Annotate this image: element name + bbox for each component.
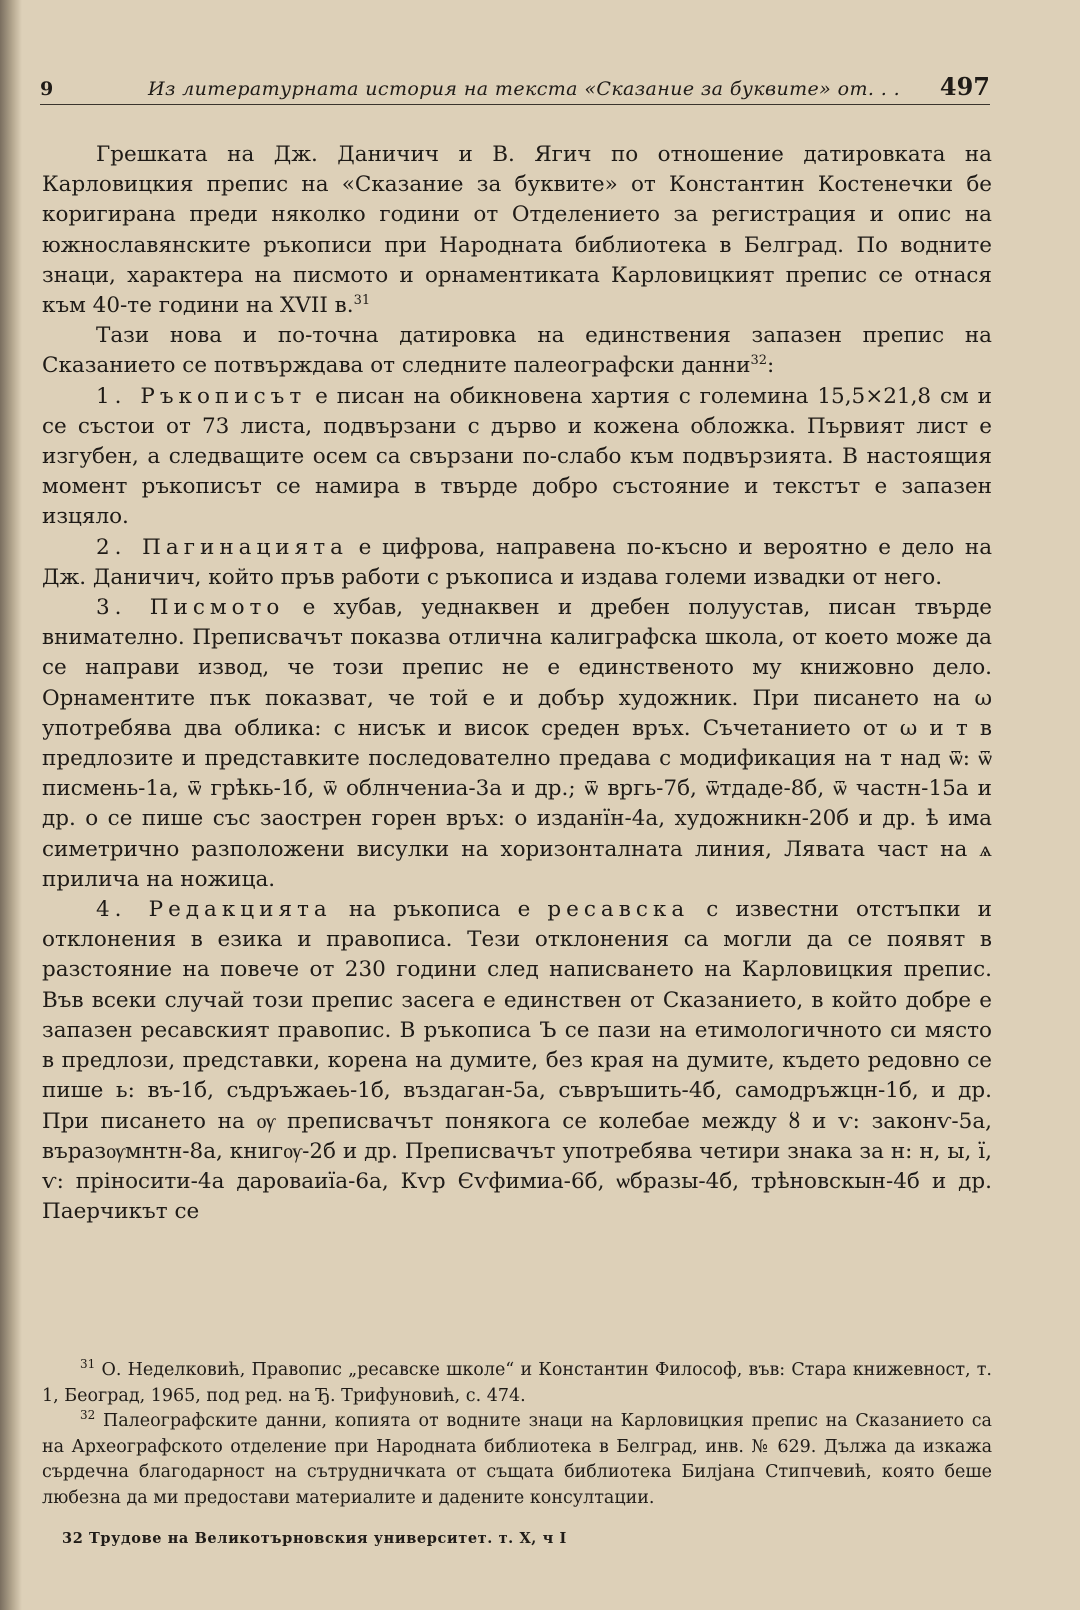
page-spine-shadow xyxy=(0,0,22,1610)
paragraph-6-mid: на ръкописа е xyxy=(331,897,548,923)
footnote-mark: 32 xyxy=(80,1408,96,1423)
paragraph-3-text: е писан на обикновена хартия с големина 15,5×21,8 см и се състои от 73 листа, подвързани с дърво и кожена обложка. Първият лист е изгубен, а следващите осем са свързани по-слабо към подвързията. В настоящия момент ръкописът се намира в твърде добро състояние и текстът е запазен изцяло. xyxy=(42,383,992,530)
paragraph-1 xyxy=(42,140,992,321)
header-rule xyxy=(40,104,990,105)
paragraph-2-colon: : xyxy=(767,353,775,379)
footnote-mark: 31 xyxy=(80,1357,96,1372)
paragraph-1-text: Грешката на Дж. Даничич и В. Ягич по отношение датировката на Карловицкия препис на «Сказание за буквите» от Константин Костенечки бе коригирана преди няколко години от Отделението за регистрация и опис на южнославянските ръкописи при Народната библиотека в Белград. По водните знаци, характера на писмото и орнаментиката Карловицкият препис се отнася към 40-те години на XVII в. xyxy=(42,142,992,319)
page-number-left: 9 xyxy=(40,78,54,100)
running-header xyxy=(40,72,990,106)
paragraph-6-text: с известни отстъпки и отклонения в езика и правописа. Тези отклонения са могли да се появят в разстояние на повече от 230 години след написването на Карловицкия препис. Във всеки случай този препис засега е единствен от Сказанието, в който добре е запазен ресавският правопис. В ръкописа Ъ се пази на етимологичното си място в предлози, представки, корена на думите, без края на думите, където редовно се пише ь: въ-1б, съдръжаеь-1б, въздаган-5а, съвръшить-4б, самодръжцн-1б, и др. При писането на ѹ преписвачът понякога се колебае между ȣ и ѵ: законѵ-5а, въразѹмнтн-8а, книгѹ-2б и др. Преписвачът употребява четири знака за н: н, ы, ї, ѵ: пріносити-4а дароваиїа-6а, Кѵр Єѵфимиа-6б, ѡбразы-4б, трѣновскын-4б и др. Паерчикът се xyxy=(42,897,992,1225)
item-2-label: 2. Пагинацията xyxy=(96,534,348,560)
paragraph-2-text: Тази нова и по-точна датировка на единствения запазен препис на Сказанието се потвърждава от следните палеографски данни xyxy=(42,323,992,379)
footnote-31 xyxy=(42,1358,992,1409)
main-text xyxy=(42,140,992,1227)
printer-signature: 32 Трудове на Великотърновския университет. т. X, ч I xyxy=(62,1530,567,1547)
item-1-label: 1. Ръкописът xyxy=(96,383,307,409)
paragraph-3 xyxy=(42,382,992,533)
paragraph-2 xyxy=(42,321,992,381)
paragraph-5-text: е хубав, уеднаквен и дребен полуустав, писан твърде внимателно. Преписвачът показва отлична калиграфска школа, от което може да се направи извод, че този препис не е единственото му книжовно дело. Орнаментите пък показват, че той е и добър художник. При писането на ω употребява два облика: с нисък и висок среден връх. Съчетанието от ω и т в предлозите и представките последователно предава с модификация на т над ѿ: ѿ писмень-1а, ѿ грѣкь-1б, ѿ облнчениа-3а и др.; ѿ вргь-7б, ѿтдаде-8б, ѿ частн-15а и др. о се пише със заострен горен връх: о изданїн-4а, художникн-20б и др. ѣ има симетрично разположени висулки на хоризонталната линия, Лявата част на ѧ прилича на ножица. xyxy=(42,595,992,892)
page-number-right: 497 xyxy=(939,72,990,101)
paragraph-4 xyxy=(42,533,992,593)
paragraph-4-text: е цифрова, направена по-късно и вероятно е дело на Дж. Даничич, който пръв работи с ръкописа и издава големи извадки от него. xyxy=(42,534,993,590)
running-title: Из литературната история на текста «Сказание за буквите» от. . . xyxy=(148,78,901,100)
item-3-label: 3. Писмото xyxy=(96,595,285,621)
paragraph-5 xyxy=(42,593,992,895)
footnote-ref-31: 31 xyxy=(353,292,371,308)
footnotes xyxy=(42,1358,992,1512)
footnote-ref-32: 32 xyxy=(750,353,768,369)
footnote-text: Палеографските данни, копията от водните знаци на Карловицкия препис на Сказанието са на Археографското отделение при Народната библиотека в Белград, инв. № 629. Дължа да изкажа сърдечна благодарност на сътрудничката от същата библиотека Билјана Стипчевић, която беше любезна да ми предостави материалите и дадените консултации. xyxy=(42,1411,992,1508)
paragraph-6 xyxy=(42,895,992,1227)
footnote-32 xyxy=(42,1409,992,1511)
footnote-text: О. Неделковић, Правопис „ресавске школе“ и Константин Философ, във: Стара книжевност, т. 1, Београд, 1965, под ред. на Ђ. Трифуновић, с. 474. xyxy=(42,1360,992,1406)
item-4-label: 4. Редакцията xyxy=(96,897,332,923)
item-4-label-b: ресавска xyxy=(547,897,690,923)
